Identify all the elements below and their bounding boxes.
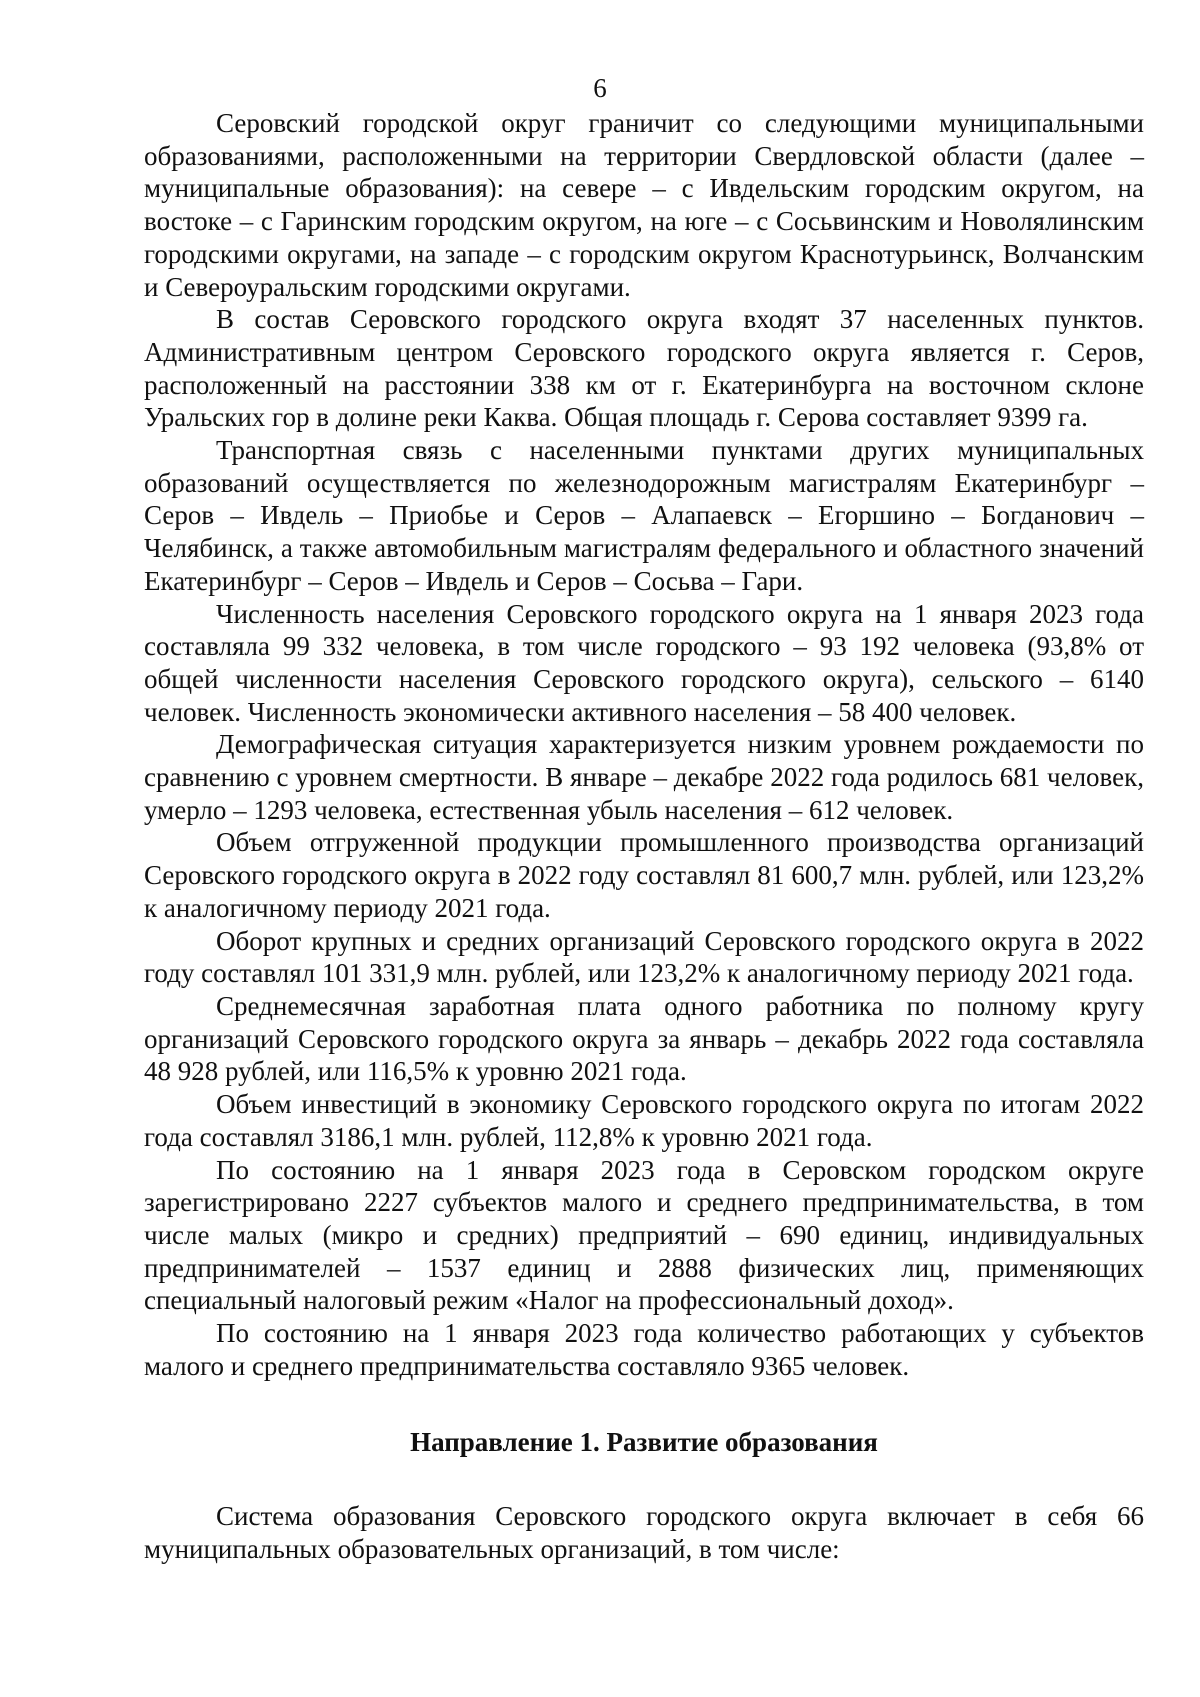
paragraph-small-business: По состоянию на 1 января 2023 года в Серовском городском округе зарегистрировано 2227 субъектов малого и среднего предпринимательства, в том числе малых (микро и средних) предприятий – 690 единиц, индивидуальных предпринимателей – 1537 единиц и 2888 физических лиц, применяющих специальный налоговый режим «Налог на профессиональный доход». xyxy=(144,1154,1144,1316)
paragraph-salary: Среднемесячная заработная плата одного работника по полному кругу организаций Серовского городского округа за январь – декабрь 2022 года составляла 48 928 рублей, или 116,5% к уровню 2021 года. xyxy=(144,990,1144,1087)
section-heading: Направление 1. Развитие образования xyxy=(410,1427,878,1458)
paragraph-employment: По состоянию на 1 января 2023 года количество работающих у субъектов малого и среднего предпринимательства составляло 9365 человек. xyxy=(144,1318,1144,1381)
page-number: 6 xyxy=(593,73,607,103)
paragraph-industry-output: Объем отгруженной продукции промышленного производства организаций Серовского городского округа в 2022 году составлял 81 600,7 млн. рублей, или 123,2% к аналогичному периоду 2021 года. xyxy=(144,827,1144,923)
paragraph-investment: Объем инвестиций в экономику Серовского городского округа по итогам 2022 года составлял 3186,1 млн. рублей, 112,8% к уровню 2021 года. xyxy=(144,1089,1144,1152)
paragraph-composition: В состав Серовского городского округа входят 37 населенных пунктов. Административным центром Серовского городского округа является г. Серов, расположенный на расстоянии 338 км от г. Екатеринбурга на восточном склоне Уральских гор в долине реки Каква. Общая площадь г. Серова составляет 9399 га. xyxy=(144,304,1144,433)
page-content xyxy=(144,107,1144,1566)
paragraph-population: Численность населения Серовского городского округа на 1 января 2023 года составляла 99 332 человека, в том числе городского – 93 192 человека (93,8% от общей численности населения Серовского городского округа), сельского – 6140 человек. Численность экономически активного населения – 58 400 человек. xyxy=(144,598,1144,727)
paragraph-borders: Серовский городской округ граничит со следующими муниципальными образованиями, расположенными на территории Свердловской области (далее – муниципальные образования): на севере – с Ивдельским городским округом, на востоке – с Гаринским городским округом, на юге – с Сосьвинским и Новолялинским городскими округами, на западе – с городским округом Краснотурьинск, Волчанским и Североуральским городскими округами. xyxy=(144,108,1144,302)
paragraph-transport: Транспортная связь с населенными пунктами других муниципальных образований осуществляется по железнодорожным магистралям Екатеринбург – Серов – Ивдель – Приобье и Серов – Алапаевск – Егоршино – Богданович – Челябинск, а также автомобильным магистралям федерального и областного значений Екатеринбург – Серов – Ивдель и Серов – Сосьва – Гари. xyxy=(144,435,1144,596)
paragraph-education-system: Система образования Серовского городского округа включает в себя 66 муниципальных образовательных организаций, в том числе: xyxy=(144,1501,1144,1565)
paragraph-turnover: Оборот крупных и средних организаций Серовского городского округа в 2022 году составлял 101 331,9 млн. рублей, или 123,2% к аналогичному периоду 2021 года. xyxy=(144,925,1144,989)
paragraph-demography: Демографическая ситуация характеризуется низким уровнем рождаемости по сравнению с уровнем смертности. В январе – декабре 2022 года родилось 681 человек, умерло – 1293 человека, естественная убыль населения – 612 человек. xyxy=(144,729,1144,825)
